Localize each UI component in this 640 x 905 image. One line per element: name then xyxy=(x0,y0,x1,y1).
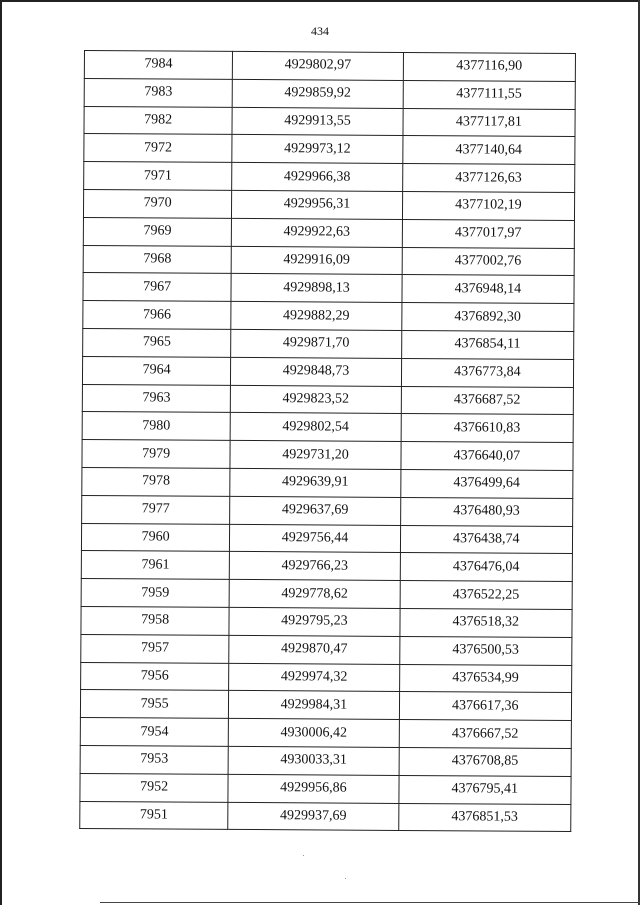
x-coordinate-cell: 4929778,62 xyxy=(229,580,400,609)
y-coordinate-cell: 4376500,53 xyxy=(399,636,572,665)
scan-border-bottom xyxy=(100,902,640,903)
table-row xyxy=(80,801,571,832)
y-coordinate-cell: 4376518,32 xyxy=(400,608,573,637)
x-coordinate-cell: 4929937,69 xyxy=(228,802,399,831)
y-coordinate-cell: 4376854,11 xyxy=(401,330,574,359)
table-row xyxy=(81,634,572,665)
y-coordinate-cell: 4376534,99 xyxy=(399,664,572,693)
table-row xyxy=(82,440,573,471)
scan-border-left xyxy=(0,0,2,905)
table-row xyxy=(80,690,571,721)
table-row xyxy=(83,217,574,248)
point-number-cell: 7968 xyxy=(83,245,231,274)
point-number-cell: 7972 xyxy=(84,134,232,163)
table-row xyxy=(81,551,572,582)
y-coordinate-cell: 4376687,52 xyxy=(401,386,574,415)
table-row xyxy=(83,189,574,220)
y-coordinate-cell: 4376476,04 xyxy=(400,553,573,582)
x-coordinate-cell: 4929802,97 xyxy=(233,51,404,80)
table-row xyxy=(83,328,574,359)
y-coordinate-cell: 4376480,93 xyxy=(400,497,573,526)
x-coordinate-cell: 4929913,55 xyxy=(232,107,403,136)
point-number-cell: 7978 xyxy=(82,467,230,496)
x-coordinate-cell: 4929859,92 xyxy=(232,79,403,108)
y-coordinate-cell: 4377140,64 xyxy=(402,136,575,165)
point-number-cell: 7983 xyxy=(84,78,232,107)
table-row xyxy=(82,384,573,415)
scan-speck xyxy=(345,878,346,879)
y-coordinate-cell: 4377002,76 xyxy=(402,247,575,276)
point-number-cell: 7977 xyxy=(82,495,230,524)
x-coordinate-cell: 4929966,38 xyxy=(232,163,403,192)
x-coordinate-cell: 4929823,52 xyxy=(231,385,402,414)
table-row xyxy=(82,467,573,498)
point-number-cell: 7955 xyxy=(80,690,228,719)
table-row xyxy=(81,579,572,610)
x-coordinate-cell: 4929922,63 xyxy=(232,218,403,247)
x-coordinate-cell: 4929731,20 xyxy=(230,441,401,470)
point-number-cell: 7965 xyxy=(83,328,231,357)
point-number-cell: 7953 xyxy=(80,745,228,774)
point-number-cell: 7958 xyxy=(81,606,229,635)
x-coordinate-cell: 4929916,09 xyxy=(231,246,402,275)
y-coordinate-cell: 4376948,14 xyxy=(402,275,575,304)
coordinates-table xyxy=(79,50,576,832)
y-coordinate-cell: 4376708,85 xyxy=(399,747,572,776)
x-coordinate-cell: 4929984,31 xyxy=(229,691,400,720)
x-coordinate-cell: 4929848,73 xyxy=(231,357,402,386)
point-number-cell: 7979 xyxy=(82,440,230,469)
y-coordinate-cell: 4376640,07 xyxy=(401,442,574,471)
point-number-cell: 7966 xyxy=(83,301,231,330)
coordinates-table-body xyxy=(80,51,576,832)
y-coordinate-cell: 4377126,63 xyxy=(402,164,575,193)
y-coordinate-cell: 4377111,55 xyxy=(403,80,576,109)
point-number-cell: 7982 xyxy=(84,106,232,135)
point-number-cell: 7967 xyxy=(83,273,231,302)
point-number-cell: 7969 xyxy=(83,217,231,246)
point-number-cell: 7961 xyxy=(81,551,229,580)
y-coordinate-cell: 4377117,81 xyxy=(403,108,576,137)
point-number-cell: 7959 xyxy=(81,579,229,608)
x-coordinate-cell: 4929956,86 xyxy=(228,774,399,803)
point-number-cell: 7984 xyxy=(84,51,232,80)
point-number-cell: 7963 xyxy=(82,384,230,413)
y-coordinate-cell: 4376610,83 xyxy=(401,414,574,443)
table-row xyxy=(82,412,573,443)
page-number: 434 xyxy=(311,24,329,38)
x-coordinate-cell: 4930033,31 xyxy=(228,746,399,775)
x-coordinate-cell: 4929871,70 xyxy=(231,329,402,358)
table-row xyxy=(82,356,573,387)
y-coordinate-cell: 4377102,19 xyxy=(402,191,575,220)
y-coordinate-cell: 4376438,74 xyxy=(400,525,573,554)
y-coordinate-cell: 4376522,25 xyxy=(400,581,573,610)
y-coordinate-cell: 4377116,90 xyxy=(403,52,576,81)
x-coordinate-cell: 4929637,69 xyxy=(230,496,401,525)
y-coordinate-cell: 4376667,52 xyxy=(399,720,572,749)
table-row xyxy=(84,78,575,109)
point-number-cell: 7980 xyxy=(82,412,230,441)
point-number-cell: 7956 xyxy=(81,662,229,691)
point-number-cell: 7960 xyxy=(81,523,229,552)
point-number-cell: 7957 xyxy=(81,634,229,663)
point-number-cell: 7954 xyxy=(80,718,228,747)
y-coordinate-cell: 4376773,84 xyxy=(401,358,574,387)
point-number-cell: 7952 xyxy=(80,773,228,802)
x-coordinate-cell: 4929956,31 xyxy=(232,190,403,219)
table-row xyxy=(80,718,571,749)
point-number-cell: 7964 xyxy=(82,356,230,385)
y-coordinate-cell: 4376499,64 xyxy=(400,469,573,498)
x-coordinate-cell: 4930006,42 xyxy=(229,719,400,748)
x-coordinate-cell: 4929795,23 xyxy=(229,607,400,636)
x-coordinate-cell: 4929639,91 xyxy=(230,468,401,497)
table-row xyxy=(84,51,575,82)
table-row xyxy=(80,745,571,776)
table-row xyxy=(80,773,571,804)
table-row xyxy=(83,301,574,332)
table-row xyxy=(83,245,574,276)
x-coordinate-cell: 4929974,32 xyxy=(229,663,400,692)
scan-speck xyxy=(303,855,304,856)
point-number-cell: 7951 xyxy=(80,801,228,830)
y-coordinate-cell: 4377017,97 xyxy=(402,219,575,248)
x-coordinate-cell: 4929898,13 xyxy=(231,274,402,303)
table-row xyxy=(84,106,575,137)
scan-border-top xyxy=(0,0,640,2)
table-row xyxy=(81,523,572,554)
table-row xyxy=(81,662,572,693)
table-row xyxy=(82,495,573,526)
y-coordinate-cell: 4376795,41 xyxy=(399,775,572,804)
x-coordinate-cell: 4929882,29 xyxy=(231,302,402,331)
x-coordinate-cell: 4929756,44 xyxy=(230,524,401,553)
point-number-cell: 7970 xyxy=(83,189,231,218)
point-number-cell: 7971 xyxy=(84,162,232,191)
x-coordinate-cell: 4929766,23 xyxy=(230,552,401,581)
table-row xyxy=(81,606,572,637)
y-coordinate-cell: 4376892,30 xyxy=(401,303,574,332)
table-row xyxy=(84,162,575,193)
y-coordinate-cell: 4376617,36 xyxy=(399,692,572,721)
x-coordinate-cell: 4929802,54 xyxy=(230,413,401,442)
table-row xyxy=(84,134,575,165)
x-coordinate-cell: 4929870,47 xyxy=(229,635,400,664)
table-row xyxy=(83,273,574,304)
x-coordinate-cell: 4929973,12 xyxy=(232,135,403,164)
y-coordinate-cell: 4376851,53 xyxy=(398,803,571,832)
